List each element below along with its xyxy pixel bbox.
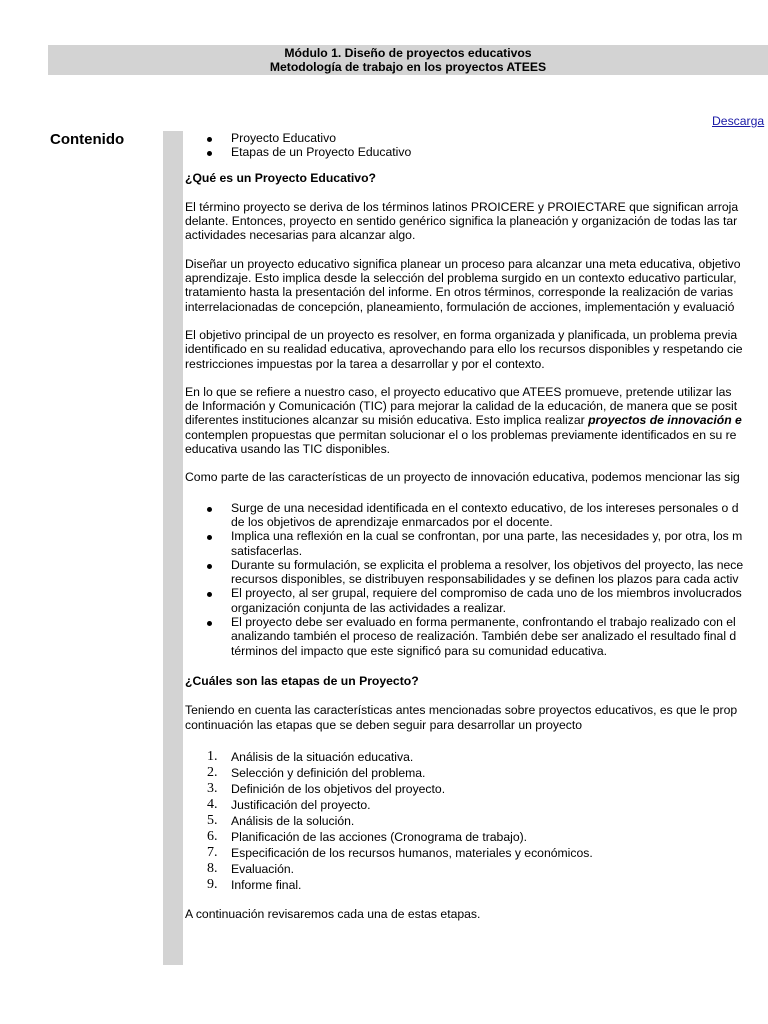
toc-item[interactable]: Proyecto Educativo xyxy=(185,131,768,145)
content-gutter xyxy=(163,131,183,965)
module-header xyxy=(48,45,768,75)
list-item: Implica una reflexión en la cual se confrontan, por una parte, las necesidades y, por otra, los m satisfacerlas. xyxy=(185,529,768,558)
download-link[interactable]: Descarga xyxy=(712,114,765,128)
bullet-icon xyxy=(207,535,212,540)
emphasis-text: proyectos de innovación e xyxy=(588,413,742,428)
bullet-icon xyxy=(207,592,212,597)
list-item: 7. Especificación de los recursos humanos, materiales y económicos. xyxy=(207,844,593,860)
list-item: El proyecto, al ser grupal, requiere del compromiso de cada uno de los miembros involucrados organización conjunta de las actividades a realizar. xyxy=(185,586,768,615)
bullet-icon xyxy=(207,621,212,626)
stages-list xyxy=(185,749,768,893)
list-item: 2. Selección y definición del problema. xyxy=(207,764,426,780)
question-heading: ¿Qué es un Proyecto Educativo? xyxy=(185,170,376,185)
paragraph: El término proyecto se deriva de los términos latinos PROICERE y PROIECTARE que significan arroja delante. Entonces, proyecto en sentido genérico significa la planeación y organización de todas las tar actividades necesarias para alcanzar algo. xyxy=(185,199,739,243)
sidebar-label: Contenido xyxy=(50,131,125,148)
list-item: 5. Análisis de la solución. xyxy=(207,812,355,828)
toc-list xyxy=(185,131,768,160)
list-item: Surge de una necesidad identificada en el contexto educativo, de los intereses personales o d de los objetivos de aprendizaje enmarcados por el docente. xyxy=(185,501,768,530)
list-item: 4. Justificación del proyecto. xyxy=(207,796,371,812)
content-body xyxy=(185,131,768,921)
paragraph: Diseñar un proyecto educativo significa planear un proceso para alcanzar una meta educativa, objetivo aprendizaje. Esto implica desde la selección del problema surgido en un contexto educativo particular, tratamiento hasta la presentación del informe. En otros términos, corresponde la realización de varias interrelacionadas de concepción, planeamiento, formulación de acciones, implementación y evaluació xyxy=(185,256,741,314)
header-title: Módulo 1. Diseño de proyectos educativos xyxy=(284,46,532,60)
question-heading: ¿Cuáles son las etapas de un Proyecto? xyxy=(185,673,419,688)
list-item: 9. Informe final. xyxy=(207,876,302,892)
paragraph: El objetivo principal de un proyecto es resolver, en forma organizada y planificada, un problema previa identificado en su realidad educativa, aprovechando para ello los recursos disponibles y respetando cie restricciones impuestas por la tarea a desarrollar y por el contexto. xyxy=(185,327,743,371)
list-item: 6. Planificación de las acciones (Cronograma de trabajo). xyxy=(207,828,528,844)
bullet-icon xyxy=(207,564,212,569)
header-subtitle: Metodología de trabajo en los proyectos ATEES xyxy=(269,60,547,74)
list-item: El proyecto debe ser evaluado en forma permanente, confrontando el trabajo realizado con el analizando también el proceso de realización. También debe ser analizado el resultado final d términos del impacto que este significó para su comunidad educativa. xyxy=(185,615,768,658)
bullet-icon xyxy=(207,151,212,156)
bullet-icon xyxy=(207,507,212,512)
paragraph: En lo que se refiere a nuestro caso, el proyecto educativo que ATEES promueve, pretende utilizar las de Información y Comunicación (TIC) para mejorar la calidad de la educación, de manera que se posit diferentes instituciones alcanzar su misión educativa. Esto implica realizar proyectos de innovación e contemplen propuestas que permitan solucionar el o los problemas previamente identificados en su re educativa usando las TIC disponibles. xyxy=(185,384,742,457)
characteristics-list xyxy=(185,501,768,658)
paragraph: Como parte de las características de un proyecto de innovación educativa, podemos mencionar las sig xyxy=(185,470,740,485)
bullet-icon xyxy=(207,137,212,142)
closing-paragraph: A continuación revisaremos cada una de estas etapas. xyxy=(185,906,481,921)
list-item: 1. Análisis de la situación educativa. xyxy=(207,748,414,764)
list-item: 8. Evaluación. xyxy=(207,860,295,876)
toc-item[interactable]: Etapas de un Proyecto Educativo xyxy=(185,145,768,159)
list-item: Durante su formulación, se explicita el problema a resolver, los objetivos del proyecto, las nece recursos disponibles, se distribuyen responsabilidades y se definen los plazos para cada activ xyxy=(185,558,768,587)
list-item: 3. Definición de los objetivos del proyecto. xyxy=(207,780,446,796)
paragraph: Teniendo en cuenta las características antes mencionadas sobre proyectos educativos, es que le prop continuación las etapas que se deben seguir para desarrollar un proyecto xyxy=(185,703,738,732)
